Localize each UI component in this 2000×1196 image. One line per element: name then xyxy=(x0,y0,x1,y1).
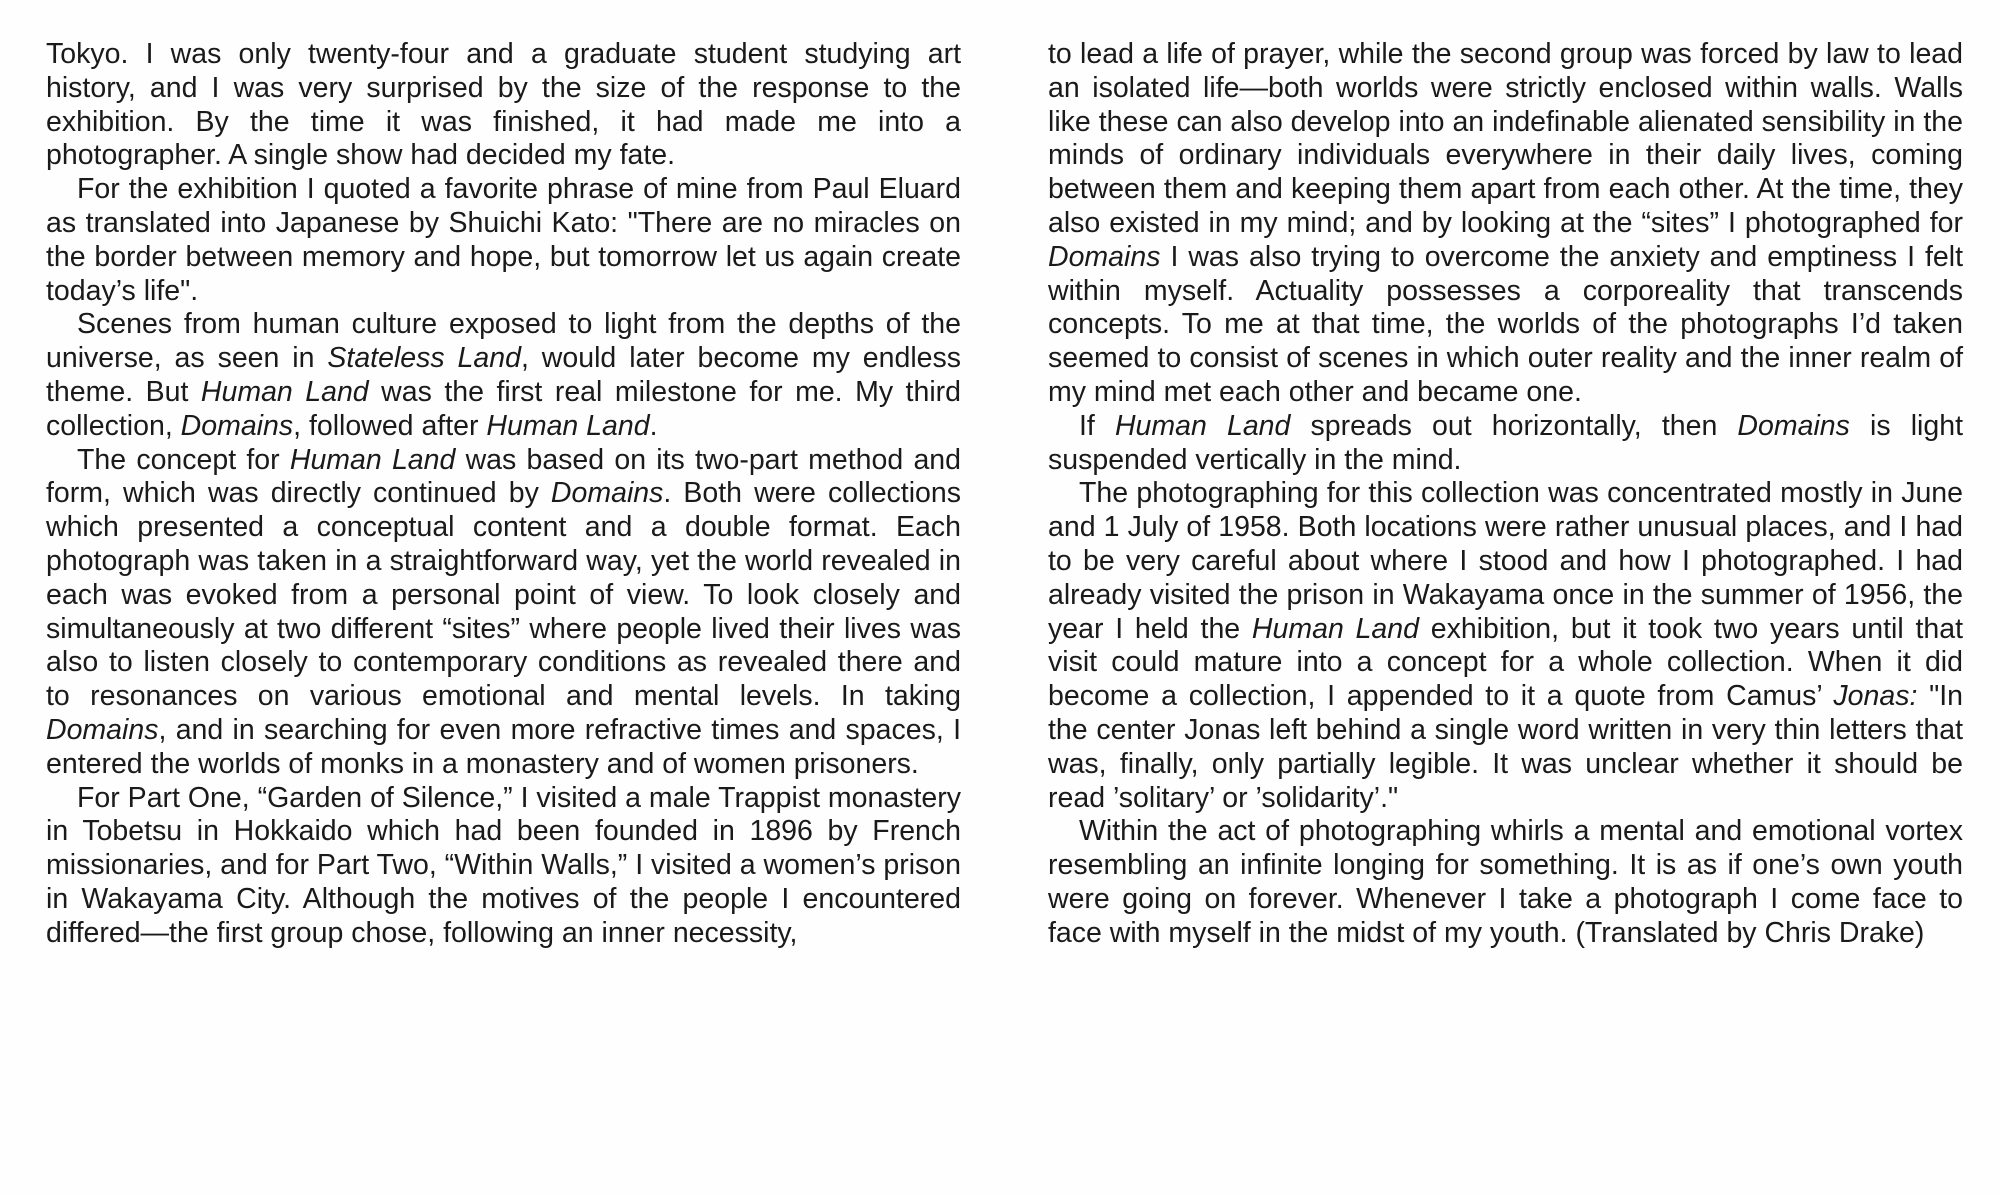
body-text: For Part One, “Garden of Silence,” I visited a male Trappist monastery in Tobetsu in Hokkaido which had been founded in 1896 by French missionaries, and for Part Two, “Within Walls,” I visited a women’s prison in Wakayama City. Although the motives of the people I encountered differed—the first group chose, following an inner necessity, xyxy=(46,781,961,949)
paragraph xyxy=(1048,410,1963,478)
left-column xyxy=(46,38,961,951)
body-text: , and in searching for even more refractive times and spaces, I entered the worlds of monks in a monastery and of women prisoners. xyxy=(46,713,961,780)
paragraph xyxy=(46,38,961,173)
italic-title-text: Human Land xyxy=(289,443,456,476)
body-text: Tokyo. I was only twenty-four and a graduate student studying art history, and I was very surprised by the size of the response to the exhibition. By the time it was finished, it had made me into a photographer. A single show had decided my fate. xyxy=(46,38,961,172)
italic-title-text: Domains xyxy=(1737,409,1850,442)
body-text: was the first real milestone for me. My third collection, xyxy=(46,375,961,442)
body-text: is light suspended vertically in the mind. xyxy=(1048,409,1963,476)
body-text: The concept for xyxy=(77,443,290,476)
paragraph xyxy=(1048,815,1963,950)
paragraph xyxy=(46,308,961,443)
body-text: "In the center Jonas left behind a single word written in very thin letters that was, finally, only partially legible. It was unclear whether it should be read ’solitary’ or ’solidarity’." xyxy=(1048,680,1963,814)
italic-title-text: Domains xyxy=(46,713,159,746)
italic-title-text: Domains xyxy=(180,409,294,442)
paragraph xyxy=(46,782,961,951)
paragraph xyxy=(1048,38,1963,410)
body-text: , would later become my endless theme. But xyxy=(46,342,961,408)
body-text: to lead a life of prayer, while the second group was forced by law to lead an isolated life—both worlds were strictly enclosed within walls. Walls like these can also develop into an indefinable alienated sensibility in the minds of ordinary individuals everywhere in their daily lives, coming between them and keeping them apart from each other. At the time, they also existed in my mind; and by looking at the “sites” I photographed for xyxy=(1048,38,1963,239)
italic-title-text: Human Land xyxy=(486,409,650,442)
body-text: . Both were collections which presented a conceptual content and a double format. Each photograph was taken in a straightforward way, yet the world revealed in each was evoked from a personal point of view. To look closely and simultaneously at two different “sites” where people lived their lives was also to listen closely to contemporary conditions as revealed there and to resonances on various emotional and mental levels. In taking xyxy=(46,477,962,713)
body-text: was based on its two-part method and form, which was directly continued by xyxy=(46,443,961,510)
body-text: Within the act of photographing whirls a mental and emotional vortex resembling an infinite longing for something. It is as if one’s own youth were going on forever. Whenever I take a photograph I come face to face with myself in the midst of my youth. (Translated by Chris Drake) xyxy=(1048,815,1963,949)
italic-title-text: Human Land xyxy=(1251,612,1419,645)
body-text: Scenes from human culture exposed to light from the depths of the universe, as seen in xyxy=(46,308,961,375)
italic-title-text: Stateless Land xyxy=(327,342,521,375)
body-text: . xyxy=(649,409,658,442)
body-text: For the exhibition I quoted a favorite phrase of mine from Paul Eluard as translated into Japanese by Shuichi Kato: "There are no miracles on the border between memory and hope, but tomorrow let us again create today’s life". xyxy=(46,173,961,307)
italic-title-text: Domains xyxy=(1048,240,1161,273)
italic-title-text: Domains xyxy=(550,477,664,510)
italic-title-text: Human Land xyxy=(1114,409,1291,442)
body-text: spreads out horizontally, then xyxy=(1290,409,1738,442)
paragraph xyxy=(46,173,961,308)
italic-title-text: Jonas: xyxy=(1833,680,1918,713)
paragraph xyxy=(46,444,961,782)
paragraph xyxy=(1048,477,1963,815)
body-text: , followed after xyxy=(293,409,487,442)
body-text: If xyxy=(1079,409,1115,442)
body-text: exhibition, but it took two years until that visit could mature into a concept for a whole collection. When it did become a collection, I appended to it a quote from Camus’ xyxy=(1048,612,1963,713)
right-column xyxy=(1048,38,1963,951)
body-text: The photographing for this collection was concentrated mostly in June and 1 July of 1958. Both locations were rather unusual places, and I had to be very careful about where I stood and how I photographed. I had already visited the prison in Wakayama once in the summer of 1956, the year I held the xyxy=(1048,477,1963,645)
italic-title-text: Human Land xyxy=(200,375,369,408)
body-text: I was also trying to overcome the anxiety and emptiness I felt within myself. Actuality possesses a corporeality that transcends concepts. To me at that time, the worlds of the photographs I’d taken seemed to consist of scenes in which outer reality and the inner realm of my mind met each other and became one. xyxy=(1048,240,1963,408)
